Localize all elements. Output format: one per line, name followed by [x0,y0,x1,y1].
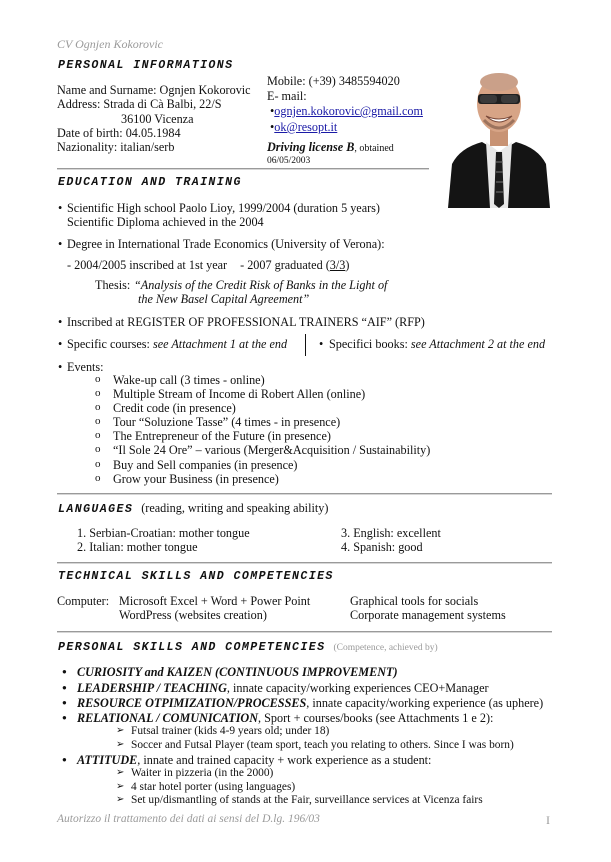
years-inscribed: - 2004/2005 inscribed at 1st year [67,258,228,272]
books-line [329,337,545,352]
relational-item: Soccer and Futsal Player (team sport, teach you relating to others. Since I was born) [131,739,514,751]
thesis-title-1: “Analysis of the Credit Risk of Banks in the Light of [134,278,388,292]
divider-personal [57,168,429,170]
cv-header-title: CV Ognjen Kokorovic [57,37,163,51]
circle-bullet: o [95,373,101,385]
skill-title: RELATIONAL / COMUNICATION [77,711,259,725]
language-item: 4. Spanish: good [341,540,423,554]
attitude-item: Waiter in pizzeria (in the 2000) [131,767,274,779]
section-heading-personal-skills: PERSONAL SKILLS AND COMPETENCIES [58,641,326,654]
books-label: Specifici books: [329,337,411,351]
books-ref: see Attachment 2 at the end [410,337,546,351]
skill-curiosity: CURIOSITY and KAIZEN (CONTINUOUS IMPROVEMENT) [77,665,398,679]
license-text: Driving license B [267,140,355,154]
skill-attitude [77,753,431,768]
relational-item: Futsal trainer (kids 4-9 years old; under 18) [131,725,330,737]
divider-education [57,493,552,495]
bullet-dot: ● [62,713,67,722]
attitude-item: Set up/dismantling of stands at the Fair, surveillance services at Vicenza fairs [131,794,483,806]
personal-skills-header [58,639,438,654]
event-item: Wake-up call (3 times - online) [113,373,265,387]
courses-divider [305,334,306,356]
divider-languages [57,562,552,564]
skill-leadership [77,681,489,696]
language-item: 3. English: excellent [341,526,441,540]
event-item: Buy and Sell companies (in presence) [113,458,298,472]
email-item-2 [270,120,337,135]
bullet-dot: • [58,201,63,215]
courses-label: Specific courses: [67,337,153,351]
event-item: Grow your Business (in presence) [113,472,279,486]
personal-skills-note: (Competence, achieved by) [333,643,438,653]
bullet-dot: • [58,237,63,251]
arrow-bullet: ➢ [116,767,125,778]
skill-relational [77,711,493,726]
bullet-dot: ● [62,683,67,692]
address-city: 36100 Vicenza [121,112,194,126]
skill-desc: , innate capacity/working experiences CEO+Manager [226,681,489,695]
skill-desc: , innate capacity/working experience (as uphere) [306,696,544,710]
license-date: 06/05/2003 [267,156,311,166]
event-item: Credit code (in presence) [113,401,236,415]
arrow-bullet: ➢ [116,725,125,736]
language-item: 2. Italian: mother tongue [77,540,198,554]
section-heading-personal: PERSONAL INFORMATIONS [58,59,234,72]
computer-label: Computer: [57,594,110,608]
email-label: E- mail: [267,89,307,103]
degree-line: Degree in International Trade Economics (University of Verona): [67,237,385,251]
email-link-2[interactable]: ok@resopt.it [274,120,338,134]
event-item: The Entrepreneur of the Future (in presence) [113,429,331,443]
page-number: I [546,813,550,827]
email-item-1 [270,104,423,119]
arrow-bullet: ➢ [116,794,125,805]
profile-photo [446,64,552,208]
license-line [267,140,394,155]
section-heading-education: EDUCATION AND TRAINING [58,176,242,189]
circle-bullet: o [95,387,101,399]
portrait-image [446,64,552,208]
circle-bullet: o [95,429,101,441]
language-item: 1. Serbian-Croatian: mother tongue [77,526,250,540]
skill-resource [77,696,543,711]
events-label: Events: [67,360,104,374]
license-suffix: , obtained [354,143,394,154]
skill-title: ATTITUDE [77,753,138,767]
register-line: Inscribed at REGISTER OF PROFESSIONAL TRAINERS “AIF” (RFP) [67,315,425,329]
bullet-dot: • [58,360,63,374]
circle-bullet: o [95,415,101,427]
dob-line: Date of birth: 04.05.1984 [57,126,181,140]
languages-note: (reading, writing and speaking ability) [141,501,329,515]
bullet-dot: ● [62,755,67,764]
circle-bullet: o [95,472,101,484]
skill-title: LEADERSHIP / TEACHING [77,681,227,695]
section-heading-languages: LANGUAGES [58,503,134,516]
bullet-dot: • [58,337,63,351]
years-score: 3/3 [329,258,346,272]
attitude-item: 4 star hotel porter (using languages) [131,781,296,793]
divider-technical [57,631,552,633]
years-graduated: - 2007 graduated ( [240,258,330,272]
bullet-dot: • [58,315,63,329]
school-line-2: Scientific Diploma achieved in the 2004 [67,215,264,229]
nationality-line: Nazionality: italian/serb [57,140,175,154]
degree-years [67,258,349,273]
courses-ref: see Attachment 1 at the end [152,337,288,351]
tech-skill: Corporate management systems [350,608,506,622]
arrow-bullet: ➢ [116,781,125,792]
skill-title: RESOURCE OTPIMIZATION/PROCESSES [77,696,307,710]
thesis-title-2: the New Basel Capital Agreement” [138,292,310,306]
bullet-dot: • [319,337,324,351]
section-heading-technical: TECHNICAL SKILLS AND COMPETENCIES [58,570,334,583]
languages-header [58,501,328,516]
skill-desc: , innate and trained capacity + work experience as a student: [137,753,432,767]
email-link-1[interactable]: ognjen.kokorovic@gmail.com [274,104,423,118]
tech-skill: Microsoft Excel + Word + Power Point [119,594,311,608]
circle-bullet: o [95,458,101,470]
name-line: Name and Surname: Ognjen Kokorovic [57,83,251,97]
event-item: “Il Sole 24 Ore” – various (Merger&Acquisition / Sustainability) [113,443,431,457]
tech-skill: Graphical tools for socials [350,594,479,608]
tech-skill: WordPress (websites creation) [119,608,267,622]
mobile-line: Mobile: (+39) 3485594020 [267,74,400,88]
thesis-label: Thesis: [95,278,131,292]
courses-line [67,337,287,352]
bullet-dot: • [270,104,275,118]
years-close: ) [345,258,350,272]
arrow-bullet: ➢ [116,739,125,750]
footer-privacy: Autorizzo il trattamento dei dati ai sensi del D.lg. 196/03 [57,813,320,825]
circle-bullet: o [95,443,101,455]
event-item: Tour “Soluzione Tasse” (4 times - in presence) [113,415,341,429]
address-line: Address: Strada di Cà Balbi, 22/S [57,97,222,111]
bullet-dot: ● [62,698,67,707]
school-line-1: Scientific High school Paolo Lioy, 1999/2004 (duration 5 years) [67,201,380,215]
skill-desc: , Sport + courses/books (see Attachments 1 e 2): [258,711,494,725]
bullet-dot: ● [62,667,67,676]
event-item: Multiple Stream of Income di Robert Allen (online) [113,387,366,401]
bullet-dot: • [270,120,275,134]
circle-bullet: o [95,401,101,413]
